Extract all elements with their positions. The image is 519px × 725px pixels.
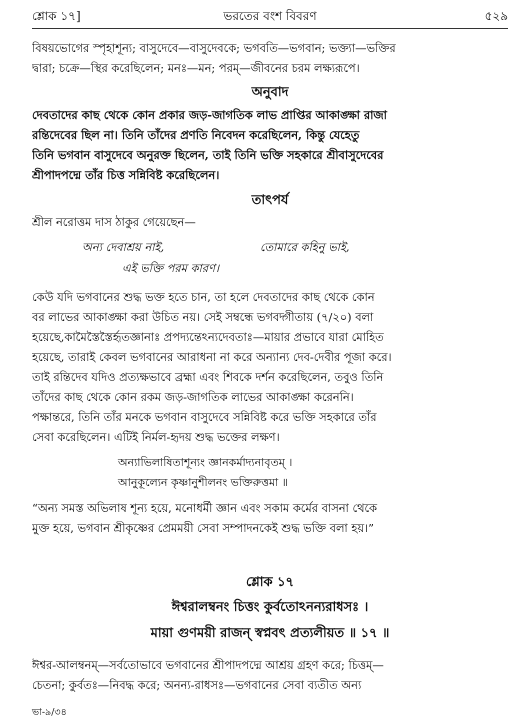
quote-sanskrit-line-1: অন্যাভিলাষিতাশূন্যং জ্ঞানকর্মাদ্যনাবৃতম্ । [118,456,293,469]
song-line-1b: তোমারে কহিনু ভাই, [260,240,350,254]
verse-line-2: মায়া গুণময়ী রাজন্ স্বপ্নবৎ প্রত্যলীয়ত ॥ ১৭ ॥ [150,626,390,641]
purport-line: তাই রন্তিদেব যদিও প্রত্যক্ষভাবে ব্রহ্মা এবং শিবকে দর্শন করেছিলেন, তবুও তিনি [32,370,384,384]
quote-bengali-line: মুক্ত হয়ে, ভগবান শ্রীকৃষ্ণের প্রেমময়ী সেবা সম্পাদনকেই শুদ্ধ ভক্তি বলা হয়।” [32,521,374,535]
verse-line-1: ঈশ্বরালম্বনং চিত্তং কুর্বতোঽনন্যরাধসঃ । [171,600,369,615]
purport-body [32,287,508,447]
verse-heading: শ্লোক ১৭ [245,575,295,590]
translation-line: শ্রীপাদপদ্মে তাঁর চিত্ত সন্নিবিষ্ট করেছিলেন। [32,168,220,182]
header-chapter-title: ভরতের বংশ বিবরণ [223,9,317,23]
translation-text [32,105,508,185]
word-meanings [32,38,508,78]
purport-line: বর লাভের আকাঙ্ক্ষা করা উচিত নয়। সেই সম্বন্ধে ভগবদ্গীতায় (৭/২০) বলা [32,310,374,324]
song-line-2: এই ভক্তি পরম কারণ। [122,261,220,275]
quote-bengali-line: “অন্য সমস্ত অভিলাষ শূন্য হয়ে, মনোধর্মী জ্ঞান এবং সকাম কর্মের বাসনা থেকে [32,501,378,515]
purport-line: তাঁদের কাছ থেকে কোন রকম জড়-জাগতিক লাভের আকাঙ্ক্ষা করেননি। [32,390,354,404]
synonyms [32,655,508,695]
quote-sanskrit-line-2: আনুকূল্যেন কৃষ্ণানুশীলনং ভক্তিরুত্তমা ॥ [118,476,288,489]
translation-heading: অনুবাদ [251,85,289,100]
purport-line: সেবা করেছিলেন। এটিই নির্মল-হৃদয় শুদ্ধ ভক্তের লক্ষণ। [32,430,280,444]
purport-line: কেউ যদি ভগবানের শুদ্ধ ভক্ত হতে চান, তা হলে দেবতাদের কাছ থেকে কোন [32,290,375,304]
purport-heading: তাৎপর্য [251,193,289,208]
song-line-1a: অন্য দেবাশ্রয় নাই, [82,240,165,254]
purport-line: পক্ষান্তরে, তিনি তাঁর মনকে ভগবান বাসুদেবে সন্নিবিষ্ট করে ভক্তি সহকারে তাঁর [32,410,377,424]
header-verse-ref: শ্লোক ১৭] [32,9,81,23]
footer-signature: ভা-৯/৩৪ [32,707,67,718]
purport-line: হয়েছে,কামৈস্তৈস্তৈর্হৃতজ্ঞানাঃ প্রপদ্যন্তেঽন্যদেবতাঃ—মায়ার প্রভাবে যারা মোহিত [32,330,384,344]
purport-intro: শ্রীল নরোত্তম দাস ঠাকুর গেয়েছেন— [32,215,196,229]
header-rule [32,28,508,29]
translation-line: রন্তিদেবের ছিল না। তিনি তাঁদের প্রণতি নিবেদন করেছিলেন, কিন্তু যেহেতু [32,128,360,142]
running-header [32,8,508,26]
synonyms-line: ঈশ্বর-আলম্বনম্—সর্বতোভাবে ভগবানের শ্রীপাদপদ্মে আশ্রয় গ্রহণ করে; চিত্তম্— [32,658,384,672]
quote-bengali [32,498,508,538]
page-number: ৫২৯ [484,9,508,23]
word-meanings-line: বিষয়ভোগের স্পৃহাশূন্য; বাসুদেবে—বাসুদেবকে; ভগবতি—ভগবান; ভক্ত্যা—ভক্তির [32,41,396,55]
translation-line: তিনি ভগবান বাসুদেবে অনুরক্ত ছিলেন, তাই তিনি ভক্তি সহকারে শ্রীবাসুদেবের [32,148,384,162]
translation-line: দেবতাদের কাছ থেকে কোন প্রকার জড়-জাগতিক লাভ প্রাপ্তির আকাঙ্ক্ষা রাজা [32,108,387,122]
purport-line: হয়েছে, তারাই কেবল ভগবানের আরাধনা না করে অন্যান্য দেব-দেবীর পূজা করে। [32,350,392,364]
synonyms-line: চেতনা; কুর্বতঃ—নিবদ্ধ করে; অনন্য-রাধসঃ—ভগবানের সেবা ব্যতীত অন্য [32,678,362,692]
word-meanings-line: দ্বারা; চক্রে—স্থির করেছিলেন; মনঃ—মন; পরম্—জীবনের চরম লক্ষ্যরূপে। [32,61,360,75]
